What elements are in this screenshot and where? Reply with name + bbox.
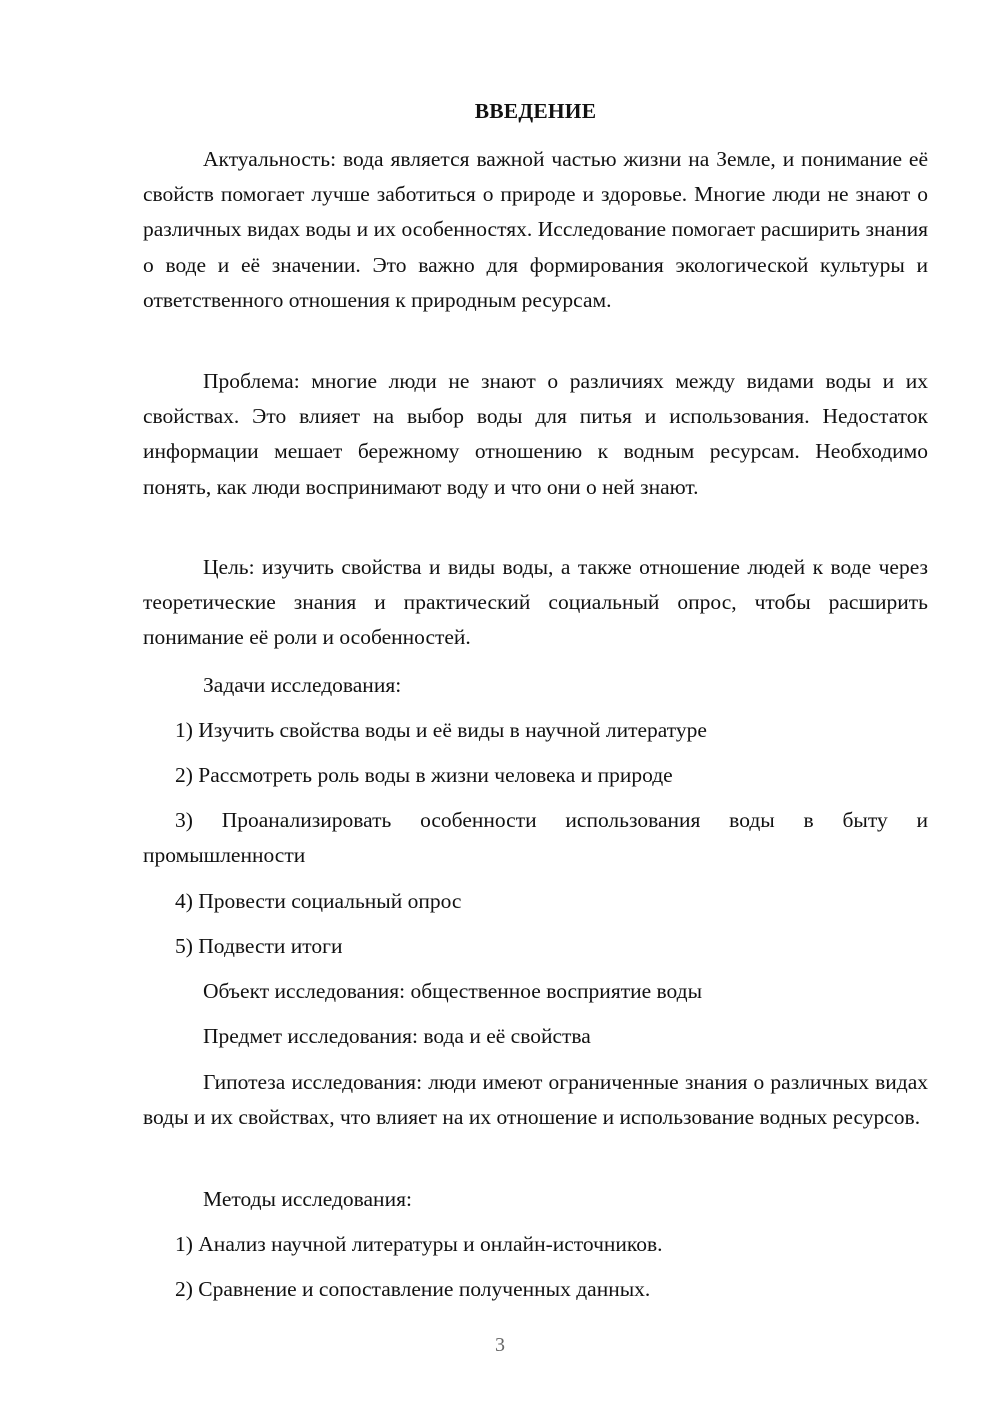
methods-heading: Методы исследования: (203, 1187, 412, 1211)
tasks-heading: Задачи исследования: (203, 673, 402, 697)
research-object: Объект исследования: общественное восприятие воды (203, 979, 703, 1003)
problem-paragraph: Проблема: многие люди не знают о различиях между видами воды и их свойствах. Это влияет на выбор воды для питья и использования. Недостаток информации мешает бережному отношению к водным ресурсам. Необходимо понять, как люди воспринимают воду и что они о ней знают. (143, 369, 928, 499)
task-item-2: 2) Рассмотреть роль воды в жизни человека и природе (175, 763, 673, 787)
task-item-4: 4) Провести социальный опрос (175, 889, 462, 913)
task-item-1: 1) Изучить свойства воды и её виды в научной литературе (175, 718, 707, 742)
method-item-2: 2) Сравнение и сопоставление полученных данных. (175, 1277, 651, 1301)
section-title: ВВЕДЕНИЕ (474, 99, 597, 123)
hypothesis-paragraph: Гипотеза исследования: люди имеют ограниченные знания о различных видах воды и их свойствах, что влияет на их отношение и использование водных ресурсов. (143, 1070, 928, 1130)
relevance-paragraph: Актуальность: вода является важной частью жизни на Земле, и понимание её свойств помогает лучше заботиться о природе и здоровье. Многие люди не знают о различных видах воды и их особенностях. Исследование помогает расширить знания о воде и её значении. Это важно для формирования экологической культуры и ответственного отношения к природным ресурсам. (143, 147, 928, 312)
task-item-3: 3) Проанализировать особенности использования воды в быту и промышленности (143, 808, 928, 868)
task-item-5: 5) Подвести итоги (175, 934, 343, 958)
page-number: 3 (495, 1334, 505, 1356)
method-item-1: 1) Анализ научной литературы и онлайн-источников. (175, 1232, 663, 1256)
research-subject: Предмет исследования: вода и её свойства (203, 1024, 591, 1048)
goal-paragraph: Цель: изучить свойства и виды воды, а также отношение людей к воде через теоретические знания и практический социальный опрос, чтобы расширить понимание её роли и особенностей. (143, 555, 928, 650)
